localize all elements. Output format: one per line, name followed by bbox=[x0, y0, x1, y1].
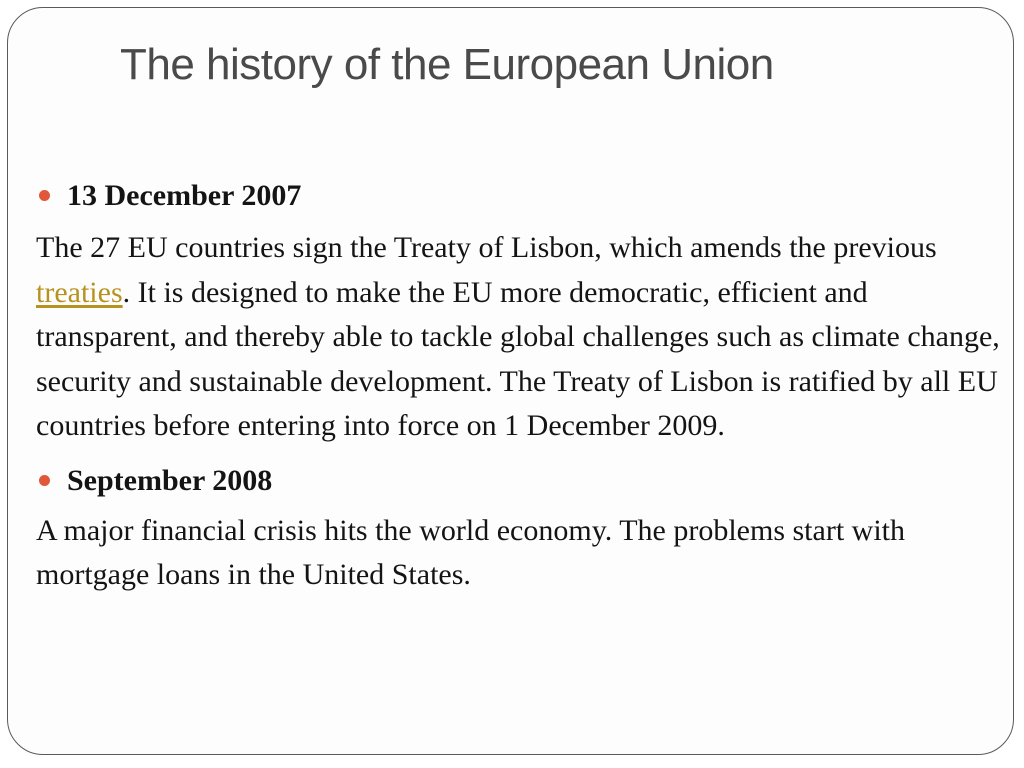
event-date: 13 December 2007 bbox=[67, 179, 302, 212]
event-date: September 2008 bbox=[67, 463, 273, 497]
event-text-before-link: The 27 EU countries sign the Treaty of Lisbon, which amends the previous bbox=[36, 231, 937, 264]
event-description: A major financial crisis hits the world economy. The problems start with mortgage loans in the United States. bbox=[36, 513, 905, 591]
event-date-heading bbox=[36, 459, 1008, 503]
slide-frame bbox=[7, 7, 1014, 755]
event-date-heading bbox=[36, 174, 1008, 218]
bullet-dot-icon bbox=[39, 475, 50, 486]
event-text-after-link: . It is designed to make the EU more democratic, efficient and transparent, and thereby able to tackle global challenges such as climate change, security and sustainable development. The Treaty of Lisbon is ratified by all EU countries before entering into force on 1 December 2009. bbox=[36, 275, 1000, 442]
treaties-link[interactable]: treaties bbox=[36, 275, 123, 309]
slide-title: The history of the European Union bbox=[120, 40, 774, 89]
slide-content bbox=[36, 174, 1008, 608]
event-description bbox=[36, 226, 1008, 449]
bullet-dot-icon bbox=[39, 190, 50, 201]
